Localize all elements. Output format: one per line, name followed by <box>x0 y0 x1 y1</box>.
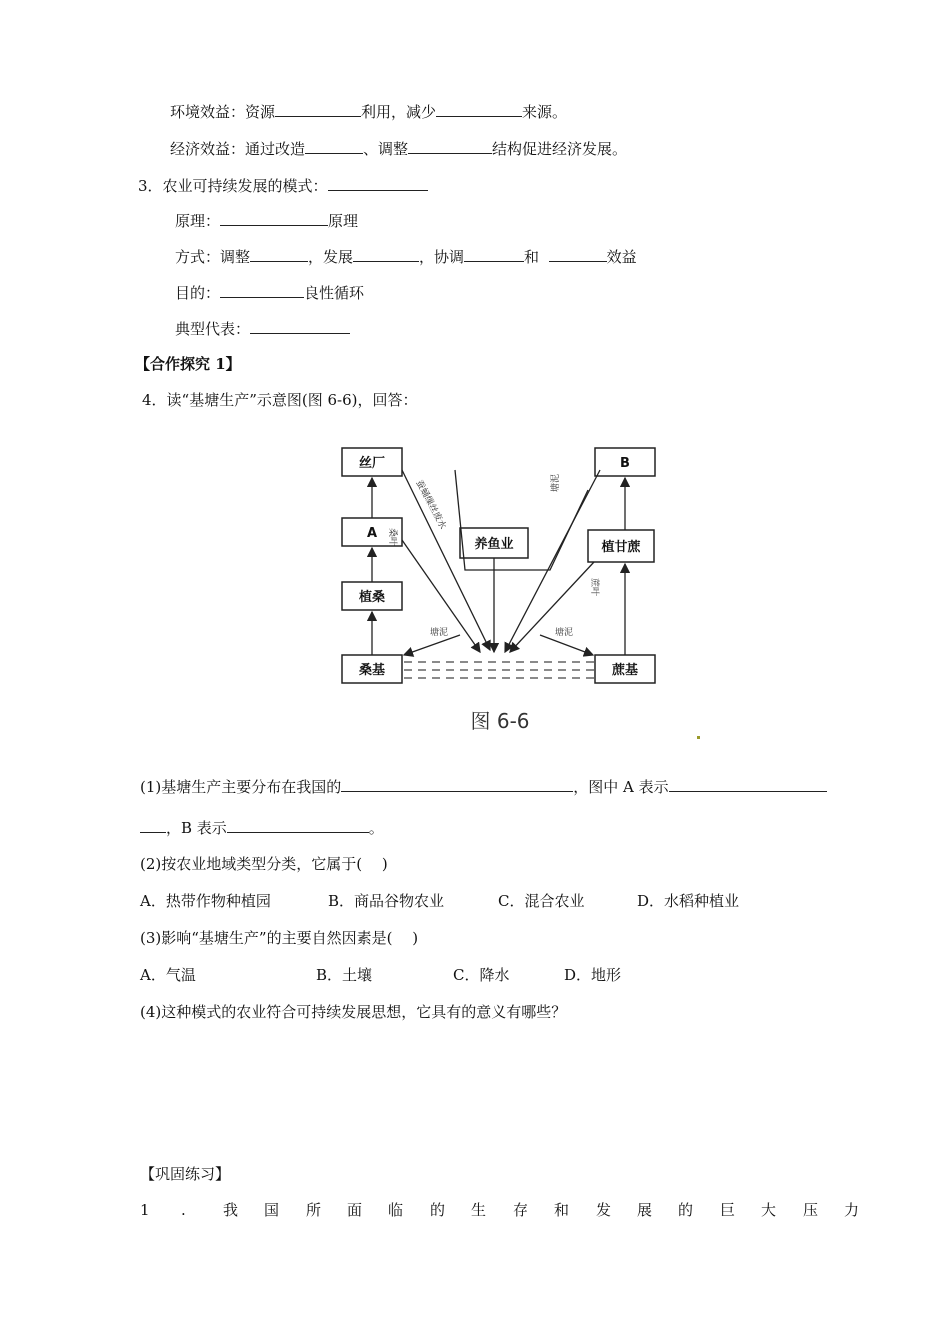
option-a[interactable]: A．气温 <box>140 966 196 984</box>
blank[interactable] <box>408 138 492 154</box>
ex1-char: 我 <box>223 1201 239 1219</box>
label-sangye: 桑叶 <box>387 528 397 547</box>
blank[interactable] <box>328 175 428 191</box>
ex1-char: . <box>181 1201 186 1219</box>
blank[interactable] <box>549 246 607 262</box>
blank[interactable] <box>250 246 308 262</box>
blank[interactable] <box>353 246 419 262</box>
option-d[interactable]: D．地形 <box>564 966 622 984</box>
ex1-char: 临 <box>388 1201 404 1219</box>
sub2-question: (2)按农业地域类型分类，它属于( ) <box>140 855 388 873</box>
q4-title: 4．读“基塘生产”示意图(图 6-6)，回答： <box>142 391 418 409</box>
ex1-char: 展 <box>637 1201 653 1219</box>
econ-benefit-line: 经济效益：通过改造 、调整 结构促进经济发展。 <box>170 140 628 158</box>
option-b[interactable]: B．土壤 <box>316 966 373 984</box>
blank[interactable] <box>220 210 328 226</box>
ex1-char: 的 <box>430 1201 446 1219</box>
ex1-char: 和 <box>554 1201 570 1219</box>
ex1-char: 1 <box>140 1201 150 1219</box>
option-a[interactable]: A．热带作物种植园 <box>140 892 271 910</box>
section-heading-cooperative: 【合作探究 1】 <box>135 355 241 373</box>
jitang-diagram <box>330 430 670 740</box>
ex1-char: 国 <box>264 1201 280 1219</box>
sub4-question: (4)这种模式的农业符合可持续发展思想，它具有的意义有哪些？ <box>140 1003 567 1021</box>
section-heading-practice: 【巩固练习】 <box>140 1165 231 1183</box>
ex1-char: 压 <box>803 1201 819 1219</box>
option-d[interactable]: D．水稻种植业 <box>637 892 740 910</box>
blank[interactable] <box>669 776 827 792</box>
ex1-char: 大 <box>761 1201 777 1219</box>
q3-yuanli: 原理： 原理 <box>175 212 359 230</box>
blank[interactable] <box>305 138 363 154</box>
label-sangji: 桑基 <box>358 663 386 678</box>
blank[interactable] <box>464 246 524 262</box>
option-c[interactable]: C．降水 <box>453 966 510 984</box>
label-tangni3: 塘泥 <box>555 628 574 638</box>
label-zhiganzhe: 植甘蔗 <box>601 540 641 555</box>
ex1-char: 巨 <box>720 1201 736 1219</box>
blank[interactable] <box>227 817 369 833</box>
blank[interactable] <box>140 817 166 833</box>
env-benefit-line: 环境效益：资源 利用，减少 来源。 <box>170 103 568 121</box>
label-b: B <box>620 456 630 471</box>
label-tangni1: 塘泥 <box>551 473 561 492</box>
ex1-char: 力 <box>844 1201 860 1219</box>
blank[interactable] <box>220 282 304 298</box>
sub1-line1: (1)基塘生产主要分布在我国的 ，图中 A 表示 <box>140 776 827 797</box>
stray-dot <box>697 736 700 739</box>
ex1-char: 的 <box>678 1201 694 1219</box>
label-a: A <box>366 526 378 541</box>
q3-title: 3．农业可持续发展的模式： <box>138 175 428 196</box>
blank[interactable] <box>275 101 361 117</box>
label-cansha: 蚕蛹缫丝废水 <box>413 478 448 532</box>
label-zheye: 蔗叶 <box>589 578 599 597</box>
figure-caption: 图 6-6 <box>470 709 530 733</box>
label-zhisang: 植桑 <box>358 590 386 605</box>
label-tangni2: 塘泥 <box>430 628 449 638</box>
blank[interactable] <box>250 318 350 334</box>
option-b[interactable]: B．商品谷物农业 <box>328 892 445 910</box>
q3-fangshi: 方式：调整 ，发展 ，协调 和 效益 <box>175 248 637 266</box>
ex1-char: 发 <box>596 1201 612 1219</box>
option-c[interactable]: C．混合农业 <box>498 892 585 910</box>
label-sichang: 丝厂 <box>358 456 386 471</box>
ex1-char: 存 <box>513 1201 529 1219</box>
blank[interactable] <box>436 101 522 117</box>
label-zheji: 蔗基 <box>611 663 639 678</box>
q3-mudi: 目的： 良性循环 <box>175 284 365 302</box>
ex1-char: 生 <box>471 1201 487 1219</box>
sub1-line2: ，B 表示 。 <box>140 817 384 838</box>
ex1-char: 所 <box>306 1201 322 1219</box>
q3-daibiao: 典型代表： <box>175 318 350 339</box>
label-yangyu: 养鱼业 <box>474 537 514 552</box>
sub3-question: (3)影响“基塘生产”的主要自然因素是( ) <box>140 929 419 947</box>
diagram-svg <box>330 430 670 740</box>
ex1-char: 面 <box>347 1201 363 1219</box>
blank[interactable] <box>341 776 573 792</box>
